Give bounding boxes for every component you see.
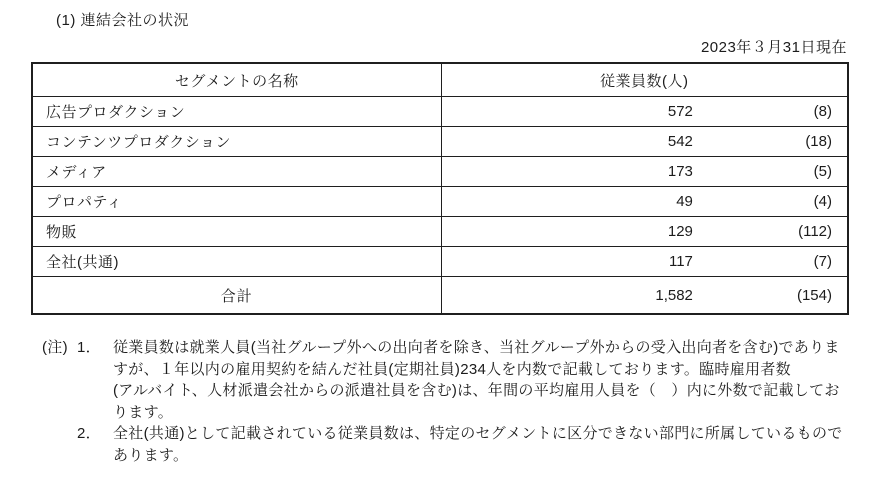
note-line: 従業員数は就業人員(当社グループ外への出向者を除き、当社グループ外からの受入出向者を含む)でありま <box>113 339 840 356</box>
temp-employee-count: (8) <box>813 103 832 120</box>
total-temp-employee-count: (154) <box>796 286 832 304</box>
note-body-2 <box>113 423 843 466</box>
table-total-row <box>32 277 848 315</box>
temp-employee-count: (4) <box>813 193 832 210</box>
employees-cell <box>441 217 848 247</box>
employees-column-header: 従業員数(人) <box>441 63 848 97</box>
page-title: (1) 連結会社の状況 <box>56 12 190 29</box>
segment-cell: コンテンツプロダクション <box>32 127 441 157</box>
segment-cell: メディア <box>32 157 441 187</box>
note-number-1: 1． <box>77 339 101 356</box>
note-item-2 <box>42 423 843 466</box>
employees-cell <box>441 97 848 127</box>
employee-count: 129 <box>667 223 693 240</box>
table-row <box>32 187 848 217</box>
total-employee-count: 1,582 <box>655 286 693 304</box>
employees-cell <box>441 157 848 187</box>
notes-section <box>42 337 843 466</box>
note-body-1 <box>113 337 840 423</box>
employees-cell <box>441 127 848 157</box>
as-of-date: 2023年３月31日現在 <box>700 39 847 56</box>
temp-employee-count: (112) <box>798 223 832 240</box>
temp-employee-count: (5) <box>813 163 832 180</box>
note-line: ります。 <box>113 403 174 421</box>
employee-count: 542 <box>667 133 693 150</box>
table-row <box>32 157 848 187</box>
table-row <box>32 217 848 247</box>
total-label-cell: 合計 <box>32 277 441 315</box>
segment-column-header: セグメントの名称 <box>32 63 441 97</box>
note-line: 全社(共通)として記載されている従業員数は、特定のセグメントに区分できない部門に所属しているもので <box>113 425 843 442</box>
employee-count: 173 <box>667 163 693 180</box>
temp-employee-count: (18) <box>805 133 832 150</box>
temp-employee-count: (7) <box>813 253 832 270</box>
employee-count: 49 <box>676 193 693 210</box>
note-line: あります。 <box>113 446 189 464</box>
note-number-2: 2． <box>77 425 101 442</box>
note-label: (注) <box>42 339 68 356</box>
segment-cell: プロパティ <box>32 187 441 217</box>
note-item-1 <box>42 337 843 423</box>
table-row <box>32 247 848 277</box>
employee-count: 117 <box>668 253 693 270</box>
employee-count: 572 <box>667 103 693 120</box>
segment-cell: 物販 <box>32 217 441 247</box>
total-employees-cell <box>441 277 848 315</box>
table-row <box>32 127 848 157</box>
note-line: すが、１年以内の雇用契約を結んだ社員(定期社員)234人を内数で記載しております。臨時雇用者数 <box>113 360 791 378</box>
employee-table <box>31 62 849 315</box>
note-line: (アルバイト、人材派遣会社からの派遣社員を含む)は、年間の平均雇用人員を（ ）内に外数で記載してお <box>113 382 840 399</box>
segment-cell: 全社(共通) <box>32 247 441 277</box>
segment-cell: 広告プロダクション <box>32 97 441 127</box>
employees-cell <box>441 247 848 277</box>
table-header-row <box>32 63 848 97</box>
employees-cell <box>441 187 848 217</box>
table-row <box>32 97 848 127</box>
